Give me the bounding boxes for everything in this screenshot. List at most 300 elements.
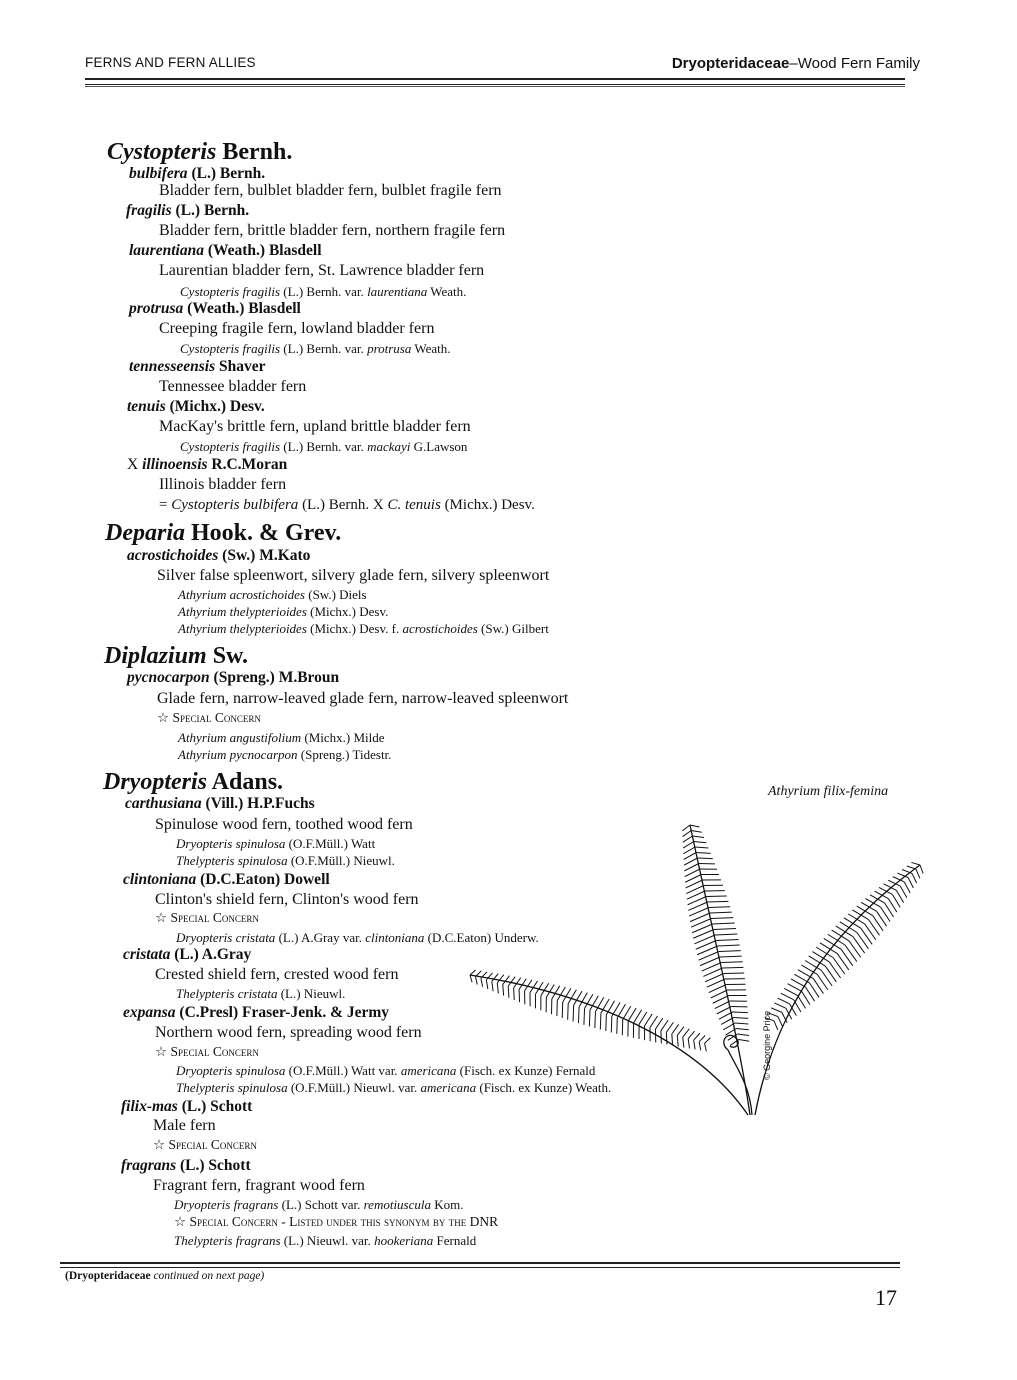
fern-leaflet xyxy=(688,1031,694,1039)
synonym-variety: hookeriana xyxy=(374,1233,434,1248)
epithet: expansa xyxy=(123,1004,176,1021)
fern-leaflet xyxy=(497,983,498,993)
synonym xyxy=(180,285,466,298)
species-entry xyxy=(121,1099,252,1115)
synonym-author: (Fisch. ex Kunze) Weath. xyxy=(476,1080,612,1095)
fern-leaflet xyxy=(688,1039,689,1049)
genus-author: Adans. xyxy=(207,769,284,795)
fern-leaflet xyxy=(840,922,857,933)
synonym xyxy=(180,342,451,355)
fern-leaflet xyxy=(628,1008,636,1021)
fern-leaflet xyxy=(694,1033,700,1040)
common-names: Illinois bladder fern xyxy=(159,476,287,493)
fern-leaflet xyxy=(720,956,742,957)
fern-leaflet xyxy=(497,975,504,983)
fern-leaflet xyxy=(481,978,483,987)
genus-name: Dryopteris xyxy=(103,769,207,795)
parent-name: Cystopteris bulbifera xyxy=(171,497,299,513)
synonym xyxy=(176,987,345,1000)
fern-leaflet xyxy=(844,918,861,928)
epithet: fragrans xyxy=(121,1157,177,1174)
fern-leaflet xyxy=(475,977,477,985)
fern-leaflet xyxy=(661,1020,668,1031)
fern-leaflet xyxy=(870,895,885,903)
synonym xyxy=(178,748,391,761)
fern-leaflet xyxy=(896,890,903,902)
fern-leaflet xyxy=(568,990,576,1004)
fern-leaflet xyxy=(861,928,872,944)
fern-leaflet xyxy=(857,932,869,948)
synonym-name: Thelypteris spinulosa xyxy=(176,853,288,868)
fern-leaflet xyxy=(916,869,920,878)
fern-leaflet xyxy=(715,934,737,935)
synonym-name: Dryopteris spinulosa xyxy=(176,1063,286,1078)
fern-leaflet xyxy=(611,1016,612,1032)
synonym-author: Fernald xyxy=(433,1233,477,1248)
fern-leaflet xyxy=(771,1008,782,1013)
fern-leaflet xyxy=(708,901,729,902)
synonym-name: Thelypteris spinulosa xyxy=(176,1080,288,1095)
fern-leaflet xyxy=(836,926,853,937)
epithet: tenuis xyxy=(127,398,166,415)
fern-leaflet xyxy=(841,949,853,966)
status-special-concern xyxy=(153,1138,257,1152)
fern-leaflet xyxy=(833,958,845,974)
fern-leaflet xyxy=(713,996,729,1004)
fern-leaflet xyxy=(691,831,701,833)
fern-leaflet xyxy=(784,988,797,995)
star-icon: ☆ xyxy=(174,1214,190,1229)
parent-author: (Michx.) Desv. xyxy=(440,497,535,513)
synonym-name: Thelypteris fragrans xyxy=(174,1233,281,1248)
fern-leaflet xyxy=(719,951,741,952)
figure-caption: Athyrium filix-femina xyxy=(768,784,889,799)
fern-leaflet xyxy=(892,894,900,907)
hybrid-mark: X xyxy=(127,456,143,473)
status-label: Special Concern xyxy=(170,1044,259,1059)
fern-leaflet xyxy=(735,1023,748,1024)
fern-leaflet xyxy=(595,1012,596,1028)
fern-leaflet xyxy=(666,1032,667,1044)
common-names: Crested shield fern, crested wood fern xyxy=(155,966,399,983)
common-names: Silver false spleenwort, silvery glade fern, silvery spleenwort xyxy=(157,567,550,584)
species-entry xyxy=(125,796,315,812)
fern-leaflet xyxy=(900,886,907,898)
synonym-name: Athyrium thelypterioides xyxy=(178,604,307,619)
synonym xyxy=(176,837,375,850)
fern-leaflet xyxy=(715,1001,730,1009)
author: (L.) Bernh. xyxy=(171,202,250,219)
synonym-name: Cystopteris fragilis xyxy=(180,439,281,454)
epithet: illinoensis xyxy=(142,456,208,473)
epithet: tennesseensis xyxy=(129,358,216,375)
fern-leaflet xyxy=(774,1021,778,1030)
common-names: Creeping fragile fern, lowland bladder fern xyxy=(159,320,435,337)
fern-leaflet xyxy=(853,937,865,953)
fern-leaflet xyxy=(869,920,880,936)
author: (L.) A.Gray xyxy=(170,946,252,963)
fern-leaflet xyxy=(718,945,740,946)
author: (L.) Schott xyxy=(176,1157,251,1174)
fern-leaflet xyxy=(736,1029,748,1030)
synonym-variety: clintoniana xyxy=(365,930,425,945)
fern-leaflet xyxy=(778,998,790,1004)
author: (C.Presl) Fraser-Jenk. & Jermy xyxy=(175,1004,390,1021)
fern-leaflet xyxy=(821,970,832,986)
status-label: Special Concern xyxy=(170,910,259,925)
fern-leaflet xyxy=(705,1043,707,1051)
fern-leaflet xyxy=(606,1015,607,1031)
synonym-author: (L.) A.Gray var. xyxy=(275,930,366,945)
status-special-concern xyxy=(155,1045,259,1059)
fern-leaflet xyxy=(794,1000,801,1012)
fern-leaflet xyxy=(650,1016,658,1028)
synonym xyxy=(176,854,395,867)
hybrid-parentage xyxy=(159,498,535,513)
genus-name: Diplazium xyxy=(104,643,207,669)
synonym-author: (O.F.Müll.) Nieuwl. xyxy=(287,853,395,868)
genus-name: Deparia xyxy=(105,520,185,546)
fern-leaflet xyxy=(791,979,806,987)
fern-leaflet xyxy=(829,962,840,978)
species-entry xyxy=(123,872,330,888)
synonym xyxy=(178,605,388,618)
fern-leaflet xyxy=(849,941,861,958)
fern-leaflet xyxy=(677,1035,678,1046)
common-names: Spinulose wood fern, toothed wood fern xyxy=(155,816,413,833)
common-names: Clinton's shield fern, Clinton's wood fern xyxy=(155,891,419,908)
status-label: Special Concern xyxy=(172,710,261,725)
star-icon: ☆ xyxy=(155,1044,171,1059)
fern-leaflet xyxy=(912,873,917,883)
species-entry xyxy=(129,359,266,375)
fern-leaflet xyxy=(699,1042,701,1051)
fern-leaflet xyxy=(470,970,476,975)
synonym-name: Cystopteris fragilis xyxy=(180,341,281,356)
synonym-variety: americana xyxy=(400,1063,457,1078)
synonym-variety: remotiuscula xyxy=(363,1197,431,1212)
fern-leaflet xyxy=(907,866,916,869)
fern-leaflet xyxy=(714,929,736,930)
fern-leaflet xyxy=(503,976,510,985)
fern-leaflet xyxy=(672,1024,679,1033)
star-icon: ☆ xyxy=(155,910,171,925)
fern-leaflet xyxy=(639,1012,647,1024)
fern-leaflet xyxy=(711,918,733,919)
fern-leaflet xyxy=(690,825,699,827)
fern-leaflet xyxy=(694,842,706,843)
fern-leaflet xyxy=(695,847,708,848)
fern-leaflet xyxy=(705,1038,711,1044)
author: (L.) Bernh. xyxy=(187,165,266,182)
fern-leaflet xyxy=(557,987,565,1000)
fern-leaflet xyxy=(578,1007,579,1023)
species-entry xyxy=(127,399,265,415)
fern-leaflet xyxy=(721,962,742,963)
fern-leaflet xyxy=(684,858,698,865)
fern-leaflet xyxy=(568,1004,569,1020)
genus-heading xyxy=(107,140,292,164)
synonym xyxy=(180,440,467,453)
common-names: Bladder fern, brittle bladder fern, northern fragile fern xyxy=(159,222,506,239)
synonym-name: Athyrium pycnocarpon xyxy=(178,747,298,762)
fern-leaflet xyxy=(584,1008,585,1024)
synonym-name: Dryopteris fragrans xyxy=(174,1197,279,1212)
continued-family: (Dryopteridaceae xyxy=(65,1270,151,1282)
fern-leaflet xyxy=(709,907,730,908)
epithet: protrusa xyxy=(129,300,184,317)
status-label: Special Concern - Listed under this synonym by the DNR xyxy=(189,1214,499,1229)
synonym-author: Weath. xyxy=(427,284,467,299)
fern-leaflet xyxy=(470,975,472,982)
fern-leaflet xyxy=(696,853,710,854)
continued-text: continued on next page) xyxy=(150,1270,265,1282)
author: R.C.Moran xyxy=(207,456,288,473)
fern-leaflet xyxy=(612,1002,620,1016)
fern-leaflet xyxy=(684,853,697,860)
genus-heading xyxy=(105,521,341,545)
common-names: Tennessee bladder fern xyxy=(159,378,307,395)
common-names: Northern wood fern, spreading wood fern xyxy=(155,1024,422,1041)
star-icon: ☆ xyxy=(153,1137,169,1152)
synonym-name: Athyrium angustifolium xyxy=(178,730,302,745)
fern-leaflet xyxy=(589,1010,590,1026)
fern-leaflet xyxy=(734,1018,748,1019)
epithet: pycnocarpon xyxy=(127,669,210,686)
fern-leaflet xyxy=(706,896,726,897)
star-icon: ☆ xyxy=(157,710,173,725)
species-entry xyxy=(126,203,249,219)
family-name: Dryopteridaceae xyxy=(671,55,790,72)
genus-author: Hook. & Grev. xyxy=(185,520,342,546)
epithet: laurentiana xyxy=(129,242,204,259)
fern-leaflet xyxy=(684,864,698,871)
synonym-name: Dryopteris cristata xyxy=(176,930,276,945)
parent-name: C. tenuis xyxy=(387,497,441,513)
synonym-author: G.Lawson xyxy=(410,439,468,454)
species-entry xyxy=(123,947,251,963)
author: Shaver xyxy=(215,358,266,375)
fern-leaflet xyxy=(837,953,849,969)
synonym-variety: protrusa xyxy=(367,341,412,356)
species-entry xyxy=(127,548,310,564)
fern-leaflet xyxy=(738,1034,749,1035)
epithet: carthusiana xyxy=(125,795,202,812)
synonym-name: Athyrium thelypterioides xyxy=(178,621,307,636)
fern-leaflet xyxy=(908,878,913,888)
fern-leaflet xyxy=(683,836,693,842)
common-names: Male fern xyxy=(153,1117,216,1134)
species-entry xyxy=(121,1158,251,1174)
synonym-name: Athyrium acrostichoides xyxy=(178,587,305,602)
genus-author: Sw. xyxy=(206,643,249,669)
fern-leaflet xyxy=(798,996,806,1009)
species-entry xyxy=(129,243,322,259)
fern-leaflet xyxy=(781,993,794,999)
fern-leaflet xyxy=(645,1014,653,1026)
header-rule xyxy=(85,78,905,85)
fern-leaflet xyxy=(508,986,509,998)
synonym-author: (L.) Bernh. var. xyxy=(280,284,368,299)
author: (Vill.) H.P.Fuchs xyxy=(201,795,315,812)
fern-leaflet xyxy=(724,973,744,974)
common-names: MacKay's brittle fern, upland brittle bladder fern xyxy=(159,418,471,435)
author: (Spreng.) M.Broun xyxy=(209,669,340,686)
species-entry xyxy=(129,166,265,182)
author: (Michx.) Desv. xyxy=(165,398,265,415)
synonym-author: Weath. xyxy=(411,341,451,356)
author: (Weath.) Blasdell xyxy=(183,300,301,317)
synonym xyxy=(178,622,549,635)
synonym-name: Cystopteris fragilis xyxy=(180,284,281,299)
epithet: acrostichoides xyxy=(127,547,219,564)
fern-leaflet xyxy=(911,862,920,865)
fern-leaflet xyxy=(683,1037,684,1047)
fern-leaflet xyxy=(832,930,849,941)
synonym-author: (O.F.Müll.) Watt xyxy=(285,836,376,851)
running-header-left: FERNS AND FERN ALLIES xyxy=(85,55,256,70)
fern-illustration xyxy=(450,795,960,1125)
author: (Sw.) M.Kato xyxy=(218,547,311,564)
fern-leaflet xyxy=(716,940,738,941)
fern-leaflet xyxy=(694,1040,695,1049)
synonym xyxy=(178,731,385,744)
fern-leaflet xyxy=(508,977,515,986)
fern-leaflet xyxy=(683,1029,690,1037)
fern-leaflet xyxy=(699,1035,705,1041)
fern-leaflet xyxy=(503,985,504,996)
fern-leaflet xyxy=(778,1017,783,1027)
common-names: Bladder fern, bulblet bladder fern, bulblet fragile fern xyxy=(159,182,502,199)
fern-leaflet xyxy=(693,836,704,837)
epithet: cristata xyxy=(123,946,171,963)
synonym-author: (L.) Bernh. var. xyxy=(280,439,368,454)
synonym-author: Kom. xyxy=(431,1197,464,1212)
synonym-author: (O.F.Müll.) Nieuwl. var. xyxy=(287,1080,421,1095)
genus-heading xyxy=(104,644,248,668)
synonym-author: (Sw.) Gilbert xyxy=(477,621,549,636)
illustration-credit: © Georgine Price xyxy=(762,1010,772,1080)
fern-leaflet xyxy=(721,1018,734,1025)
status-special-concern xyxy=(174,1215,498,1229)
synonym-author: (Michx.) Desv. xyxy=(306,604,389,619)
epithet: bulbifera xyxy=(129,165,188,182)
fern-leaflet xyxy=(788,984,802,992)
synonym-author: (Fisch. ex Kunze) Fernald xyxy=(456,1063,596,1078)
fern-leaflet xyxy=(733,1012,748,1013)
fern-leaflet xyxy=(666,1022,673,1032)
status-special-concern xyxy=(155,911,259,925)
synonym-variety: laurentiana xyxy=(367,284,428,299)
status-special-concern xyxy=(157,711,261,725)
fern-leaflet xyxy=(623,1006,631,1019)
status-label: Special Concern xyxy=(168,1137,257,1152)
fern-leaflet xyxy=(717,1007,731,1014)
fern-leaflet xyxy=(677,1027,684,1036)
fern-leaflet xyxy=(634,1010,642,1023)
fern-leaflet xyxy=(719,1012,733,1019)
synonym-name: Dryopteris spinulosa xyxy=(176,836,286,851)
fern-leaflet xyxy=(710,912,732,913)
synonym-author: (L.) Nieuwl. xyxy=(277,986,346,1001)
common-names: Glade fern, narrow-leaved glade fern, narrow-leaved spleenwort xyxy=(157,690,569,707)
fern-leaflet xyxy=(920,865,923,873)
synonym-variety: mackayi xyxy=(367,439,411,454)
fern-leaflet xyxy=(698,858,713,859)
fern-leaflet xyxy=(682,825,690,831)
fern-leaflet xyxy=(904,882,910,893)
family-common-name: –Wood Fern Family xyxy=(789,55,920,72)
synonym-author: (O.F.Müll.) Watt var. xyxy=(285,1063,401,1078)
fern-leaflet xyxy=(713,923,735,924)
fern-leaflet xyxy=(683,842,694,849)
fern-leaflet xyxy=(774,1003,785,1008)
synonym xyxy=(174,1234,476,1247)
fern-leaflet xyxy=(486,980,487,989)
page-number: 17 xyxy=(875,1285,897,1310)
epithet: fragilis xyxy=(126,202,172,219)
synonym-form: acrostichoides xyxy=(402,621,478,636)
author: (Weath.) Blasdell xyxy=(203,242,322,259)
fern-leaflet xyxy=(711,990,728,998)
fern-leaflet xyxy=(573,1005,574,1021)
species-entry xyxy=(123,1005,389,1021)
fern-leaflet xyxy=(563,988,571,1002)
species-entry xyxy=(127,457,287,473)
synonym-author: (L.) Schott var. xyxy=(278,1197,364,1212)
fern-leaflet xyxy=(514,988,515,1000)
fern-leaflet xyxy=(655,1018,662,1029)
fern-leaflet xyxy=(600,1013,601,1029)
fern-leaflet xyxy=(739,1040,749,1042)
continued-note xyxy=(65,1270,264,1282)
common-names: Laurentian bladder fern, St. Lawrence bladder fern xyxy=(159,262,485,279)
author: (D.C.Eaton) Dowell xyxy=(196,871,330,888)
synonym-variety: americana xyxy=(420,1080,477,1095)
synonym-author: (L.) Nieuwl. var. xyxy=(280,1233,375,1248)
author: (L.) Schott xyxy=(177,1098,253,1115)
synonym-author: (Michx.) Milde xyxy=(301,730,385,745)
synonym-author: (Sw.) Diels xyxy=(304,587,367,602)
fern-leaflet xyxy=(825,966,836,982)
synonym-author: (Spreng.) Tidestr. xyxy=(297,747,392,762)
fern-leaflet xyxy=(865,924,876,940)
parent-author: (L.) Bernh. X xyxy=(298,497,388,513)
equals-sign: = xyxy=(159,497,172,513)
running-header-right xyxy=(672,55,920,72)
synonym-author: (L.) Bernh. var. xyxy=(280,341,368,356)
header-rule-thin xyxy=(85,86,905,87)
genus-name: Cystopteris xyxy=(107,139,217,165)
fern-leaflet xyxy=(617,1004,625,1018)
common-names: Fragrant fern, fragrant wood fern xyxy=(153,1177,365,1194)
synonym-author: (D.C.Eaton) Underw. xyxy=(424,930,539,945)
fern-leaflet xyxy=(685,869,700,877)
epithet: filix-mas xyxy=(121,1098,178,1115)
synonym xyxy=(178,588,367,601)
fern-leaflet xyxy=(492,981,493,991)
fern-leaflet xyxy=(723,967,744,968)
fern-leaflet xyxy=(845,945,857,962)
species-entry xyxy=(127,670,339,686)
synonym-name: Thelypteris cristata xyxy=(176,986,278,1001)
fern-leaflet xyxy=(683,831,692,837)
epithet: clintoniana xyxy=(123,871,197,888)
genus-author: Bernh. xyxy=(216,139,293,165)
fern-leaflet xyxy=(683,847,695,854)
footer-rule xyxy=(60,1262,900,1268)
synonym xyxy=(174,1198,464,1211)
